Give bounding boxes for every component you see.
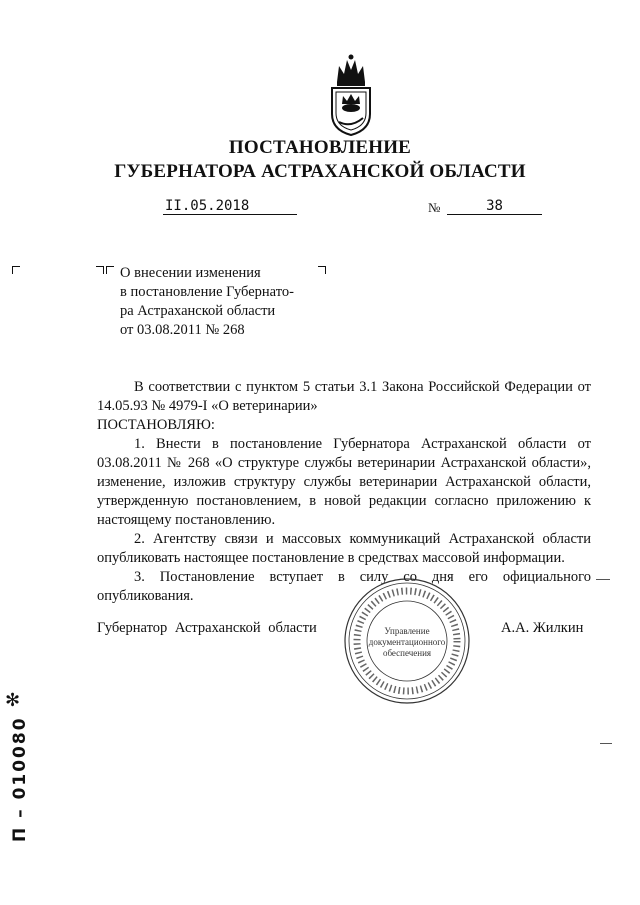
corner-mark [96, 266, 104, 274]
corner-mark [106, 266, 114, 274]
subject-line: ра Астраханской области [120, 303, 276, 319]
body-item-2: 2. Агентству связи и массовых коммуникаций Астраханской области опубликовать настоящее постановление в средствах массовой информации. [97, 531, 591, 566]
document-body [97, 378, 591, 606]
coat-of-arms-icon [329, 52, 373, 136]
corner-mark [12, 266, 20, 274]
body-item-3: 3. Постановление вступает в силу со дня его официального опубликования. [97, 569, 591, 604]
document-subject [120, 264, 310, 340]
number-label: № [428, 200, 441, 215]
signatory-title: Губернатор Астраханской области [97, 620, 317, 636]
document-number: 38 [447, 198, 542, 215]
serial-number: П – 010080 [10, 716, 30, 842]
scan-mark [600, 743, 612, 744]
seal-text: документационного [368, 637, 446, 647]
subject-line: от 03.08.2011 № 268 [120, 322, 245, 338]
document-date: II.05.2018 [163, 198, 297, 215]
document-issuer: ГУБЕРНАТОРА АСТРАХАНСКОЙ ОБЛАСТИ [114, 161, 526, 182]
official-seal [342, 576, 472, 706]
signatory-name: А.А. Жилкин [501, 620, 584, 636]
corner-mark [318, 266, 326, 274]
decree-word: ПОСТАНОВЛЯЮ: [97, 417, 215, 433]
body-intro: В соответствии с пунктом 5 статьи 3.1 Закона Российской Федерации от 14.05.93 № 4979-I «О ветеринарии» [97, 379, 591, 414]
scan-mark [596, 579, 610, 580]
subject-line: в постановление Губернато- [120, 284, 294, 300]
body-item-1: 1. Внести в постановление Губернатора Астраханской области от 03.08.2011 № 268 «О структуре службы ветеринарии Астраханской области», изменение, изложив структуру службы ветеринарии Астраханской области, утвержденную постановлением, в новой редакции согласно приложению к настоящему постановлению. [97, 436, 591, 528]
subject-line: О внесении изменения [120, 265, 261, 281]
seal-text: Управление [384, 626, 430, 636]
seal-text: обеспечения [382, 648, 432, 658]
document-title: ПОСТАНОВЛЕНИЕ [228, 137, 412, 158]
asterisk-mark: ✻ [5, 690, 21, 711]
